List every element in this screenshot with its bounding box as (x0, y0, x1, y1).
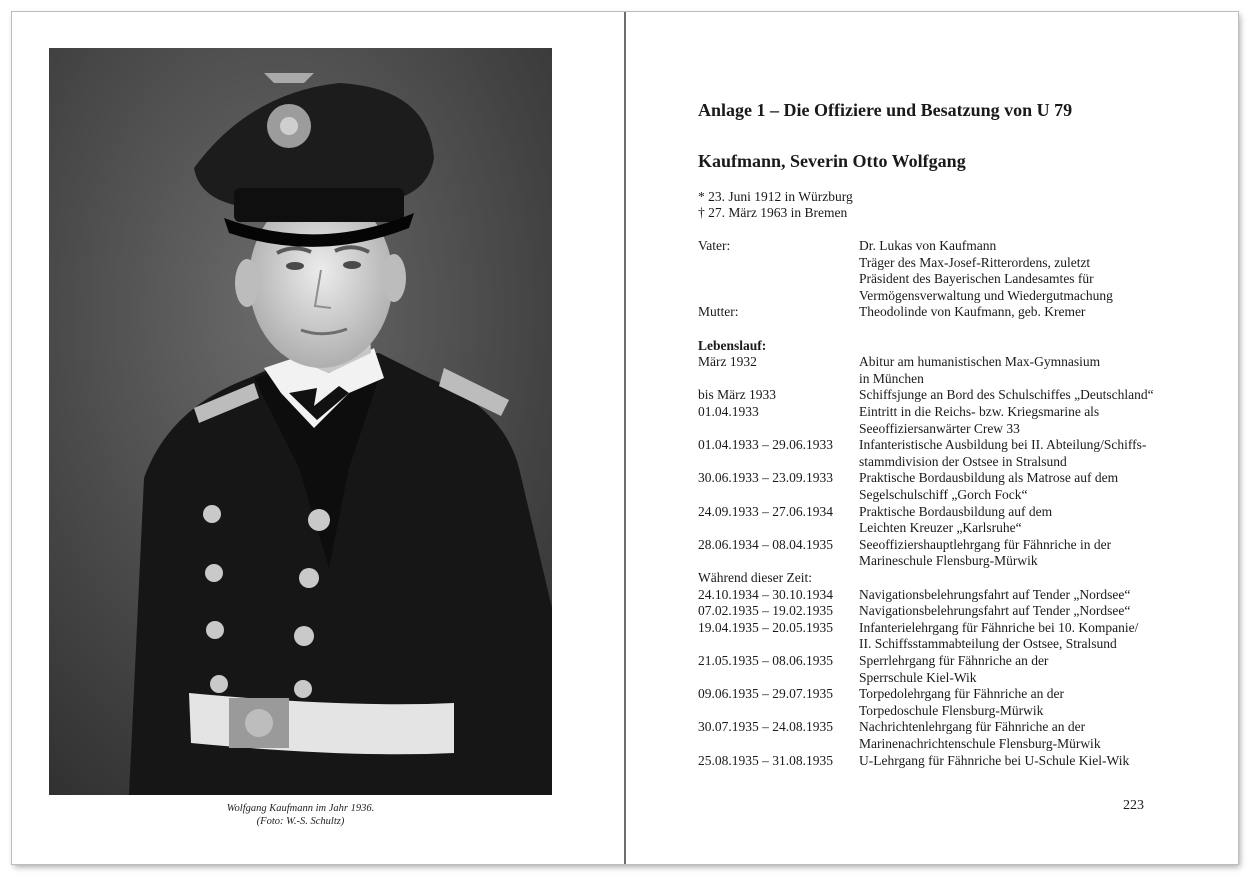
caption-line-2: (Foto: W.-S. Schultz) (256, 816, 345, 827)
row-label: 24.09.1933 – 27.06.1934 (698, 503, 833, 519)
row-text-line: U-Lehrgang für Fähnriche bei U-Schule Kiel-Wik (859, 752, 1130, 768)
row-label: 01.04.1933 (698, 404, 759, 419)
photo-caption (49, 802, 552, 828)
row-label: bis März 1933 (698, 387, 776, 403)
row-label: 30.07.1935 – 24.08.1935 (698, 719, 833, 735)
row-text-line: Marinenachrichtenschule Flensburg-Mürwik (859, 735, 1101, 751)
row-label: 21.05.1935 – 08.06.1935 (698, 653, 833, 668)
row-text-line: Nachrichtenlehrgang für Fähnriche an der (859, 719, 1086, 735)
page-number: 223 (1123, 798, 1144, 813)
row-text-line: Eintritt in die Reichs- bzw. Kriegsmarine als (859, 404, 1100, 419)
row-text-line: II. Schiffsstammabteilung der Ostsee, Stralsund (859, 636, 1117, 652)
portrait-photo-illustration (49, 48, 552, 795)
row-text-line: Torpedoschule Flensburg-Mürwik (859, 702, 1044, 718)
row-label: 19.04.1935 – 20.05.1935 (698, 619, 833, 635)
person-name-heading: Kaufmann, Severin Otto Wolfgang (698, 151, 966, 171)
row-text-line: Vermögensverwaltung und Wiedergutmachung (859, 287, 1113, 303)
page-gutter (624, 12, 626, 864)
death-line: † 27. März 1963 in Bremen (698, 205, 848, 220)
row-text-line: Theodolinde von Kaufmann, geb. Kremer (859, 304, 1086, 320)
row-label: 25.08.1935 – 31.08.1935 (698, 752, 833, 768)
row-text-line: Schiffsjunge an Bord des Schulschiffes „Deutschland“ (859, 387, 1154, 403)
row-label: Mutter: (698, 304, 739, 320)
row-text-line: in München (859, 370, 924, 386)
row-text-line: Infanteristische Ausbildung bei II. Abteilung/Schiffs- (859, 437, 1147, 453)
row-text-line: Infanterielehrgang für Fähnriche bei 10. Kompanie/ (859, 619, 1139, 635)
birth-line: * 23. Juni 1912 in Würzburg (698, 189, 853, 204)
row-text-line: Leichten Kreuzer „Karlsruhe“ (859, 520, 1022, 536)
row-text-line: Dr. Lukas von Kaufmann (859, 238, 997, 253)
row-text-line: Navigationsbelehrungsfahrt auf Tender „Nordsee“ (859, 603, 1131, 619)
row-text-line: Seeoffiziersanwärter Crew 33 (859, 420, 1020, 436)
row-label: Vater: (698, 238, 731, 253)
row-text-line: Segelschulschiff „Gorch Fock“ (859, 486, 1028, 502)
portrait-photo (49, 48, 552, 795)
appendix-heading: Anlage 1 – Die Offiziere und Besatzung von U 79 (698, 100, 1073, 120)
row-label: 01.04.1933 – 29.06.1933 (698, 437, 833, 453)
row-text-line: Marineschule Flensburg-Mürwik (859, 553, 1038, 569)
row-text-line: Sperrlehrgang für Fähnriche an der (859, 653, 1049, 668)
row-text-line: Träger des Max-Josef-Ritterordens, zuletzt (859, 254, 1091, 270)
row-label: 28.06.1934 – 08.04.1935 (698, 536, 833, 552)
row-label: 24.10.1934 – 30.10.1934 (698, 586, 833, 602)
row-label: 07.02.1935 – 19.02.1935 (698, 603, 833, 619)
row-text-line: Präsident des Bayerischen Landesamtes für (859, 271, 1094, 287)
row-label: 30.06.1933 – 23.09.1933 (698, 470, 833, 486)
row-text-line: stammdivision der Ostsee in Stralsund (859, 453, 1067, 469)
row-label: Während dieser Zeit: (698, 570, 812, 585)
row-text-line: Sperrschule Kiel-Wik (859, 669, 977, 685)
row-text-line: Seeoffiziershauptlehrgang für Fähnriche in der (859, 536, 1112, 552)
row-label: 09.06.1935 – 29.07.1935 (698, 686, 833, 702)
row-text-line: Abitur am humanistischen Max-Gymnasium (859, 354, 1101, 370)
row-text-line: Torpedolehrgang für Fähnriche an der (859, 686, 1064, 702)
row-text-line: Praktische Bordausbildung als Matrose auf dem (859, 470, 1119, 486)
caption-line-1: Wolfgang Kaufmann im Jahr 1936. (226, 803, 375, 814)
row-label: März 1932 (698, 354, 757, 370)
row-text-line: Navigationsbelehrungsfahrt auf Tender „Nordsee“ (859, 586, 1131, 602)
row-label: Lebenslauf: (698, 337, 767, 353)
row-text-line: Praktische Bordausbildung auf dem (859, 503, 1053, 519)
book-spread (12, 12, 1238, 864)
